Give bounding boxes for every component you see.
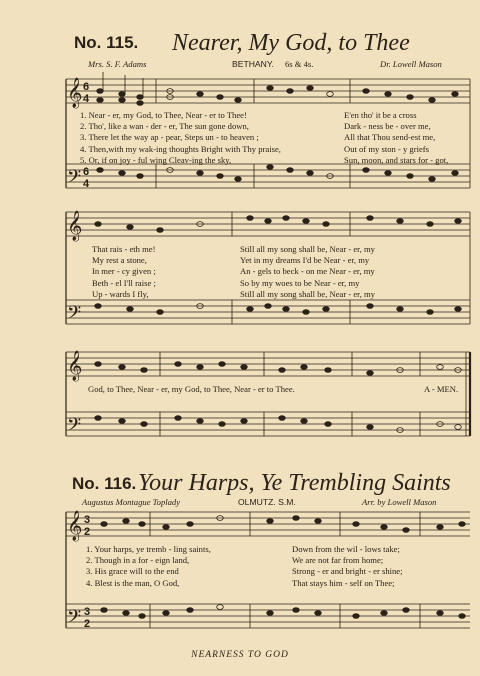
lyric-line: 4. Blest is the man, O God, bbox=[86, 577, 180, 588]
staff-system2-treble bbox=[66, 212, 470, 236]
tune-name: BETHANY. bbox=[232, 59, 274, 69]
lyric-line: My rest a stone, bbox=[92, 255, 147, 266]
lyric-line: God, to Thee, Near - er, my God, to Thee, Near - er to Thee. bbox=[88, 384, 295, 394]
staff-system3-bass bbox=[66, 412, 470, 436]
staff-hymn116-treble bbox=[66, 512, 470, 536]
svg-text:2: 2 bbox=[84, 526, 91, 538]
hymn-title: Your Harps, Ye Trembling Saints bbox=[138, 470, 451, 496]
svg-text:3: 3 bbox=[84, 514, 91, 526]
lyric-line: All that Thou send-est me, bbox=[344, 132, 436, 143]
arranger: Arr. by Lowell Mason bbox=[362, 497, 437, 507]
lyric-line: Yet in my dreams I'd be Near - er, my bbox=[240, 255, 370, 266]
verse-lyrics-block bbox=[240, 244, 375, 300]
svg-text:4: 4 bbox=[83, 178, 90, 190]
lyric-line: That stays him - self on Thee; bbox=[292, 577, 395, 588]
lyric-line: Beth - el I'll raise ; bbox=[92, 277, 156, 288]
hymn-number: No. 116. bbox=[72, 474, 137, 493]
svg-text:4: 4 bbox=[83, 93, 90, 105]
lyric-line: Dark - ness be - over me, bbox=[344, 121, 431, 132]
verse-lyrics-block bbox=[292, 544, 403, 589]
treble-clef-icon: 𝄞 bbox=[67, 211, 83, 241]
lyric-line: 5. Or, if on joy - ful wing Cleav-ing the sky, bbox=[80, 154, 232, 165]
lyric-line: We are not far from home; bbox=[292, 555, 384, 566]
hymn-author: Augustus Montague Toplady bbox=[82, 497, 181, 507]
svg-text:2: 2 bbox=[84, 618, 91, 630]
hymn-number: No. 115. bbox=[74, 33, 139, 52]
bass-clef-icon: 𝄢 bbox=[67, 303, 82, 328]
lyric-line: 2. Tho', like a wan - der - er, The sun gone down, bbox=[80, 121, 249, 132]
svg-text:3: 3 bbox=[84, 606, 91, 618]
lyric-line: 3. There let the way ap - pear, Steps un - to heaven ; bbox=[80, 132, 259, 143]
verse-lyrics-block bbox=[86, 544, 211, 589]
lyric-line: An - gels to beck - on me Near - er, my bbox=[240, 266, 375, 277]
svg-text:6: 6 bbox=[83, 166, 90, 178]
lyric-line: 1. Your harps, ye tremb - ling saints, bbox=[86, 544, 211, 554]
lyric-line: In mer - cy given ; bbox=[92, 266, 156, 277]
treble-clef-icon: 𝄞 bbox=[67, 351, 83, 381]
lyric-line: E'en tho' it be a cross bbox=[344, 110, 417, 120]
lyric-line: Still all my song shall be, Near - er, my bbox=[240, 288, 375, 299]
lyric-line: 4. Then,with my wak-ing thoughts Bright with Thy praise, bbox=[80, 143, 281, 154]
verse-lyrics-block bbox=[92, 244, 156, 300]
tune-name: OLMUTZ. S.M. bbox=[238, 497, 296, 507]
composer: Dr. Lowell Mason bbox=[380, 59, 442, 69]
lyric-line: Down from the wil - lows take; bbox=[292, 544, 400, 554]
amen-text: A - MEN. bbox=[424, 384, 459, 394]
hymn-title: Nearer, My God, to Thee bbox=[172, 30, 410, 56]
lyric-line: Up - wards I fly, bbox=[92, 288, 149, 299]
bass-clef-icon: 𝄢 bbox=[67, 607, 82, 632]
bass-clef-icon: 𝄢 bbox=[67, 167, 82, 192]
treble-clef-icon: 𝄞 bbox=[67, 511, 83, 541]
lyric-line: So by my woes to be Near - er, my bbox=[240, 277, 360, 288]
lyric-line: 2. Though in a for - eign land, bbox=[86, 555, 190, 566]
verse-lyrics-block bbox=[344, 110, 448, 166]
lyric-line: Strong - er and bright - er shine; bbox=[292, 566, 403, 577]
hymn-author: Mrs. S. F. Adams bbox=[88, 59, 147, 69]
lyric-line: Out of my ston - y griefs bbox=[344, 143, 429, 154]
lyric-line: 1. Near - er, my God, to Thee, Near - er to Thee! bbox=[80, 110, 247, 120]
lyric-line: That rais - eth me! bbox=[92, 244, 156, 254]
lyric-line: 3. His grace will to the end bbox=[86, 566, 179, 577]
page-footer: NEARNESS TO GOD bbox=[191, 650, 289, 660]
verse-lyrics-block bbox=[80, 110, 281, 166]
bass-clef-icon: 𝄢 bbox=[67, 415, 82, 440]
lyric-line: Sun, moon, and stars for - got, bbox=[344, 154, 449, 165]
treble-clef-icon: 𝄞 bbox=[67, 78, 83, 108]
lyric-line: Still all my song shall be, Near - er, my bbox=[240, 244, 375, 254]
staff-hymn116-bass bbox=[66, 604, 470, 628]
staff-system3-treble bbox=[66, 352, 470, 376]
svg-text:6: 6 bbox=[83, 81, 90, 93]
meter: 6s & 4s. bbox=[285, 59, 314, 69]
